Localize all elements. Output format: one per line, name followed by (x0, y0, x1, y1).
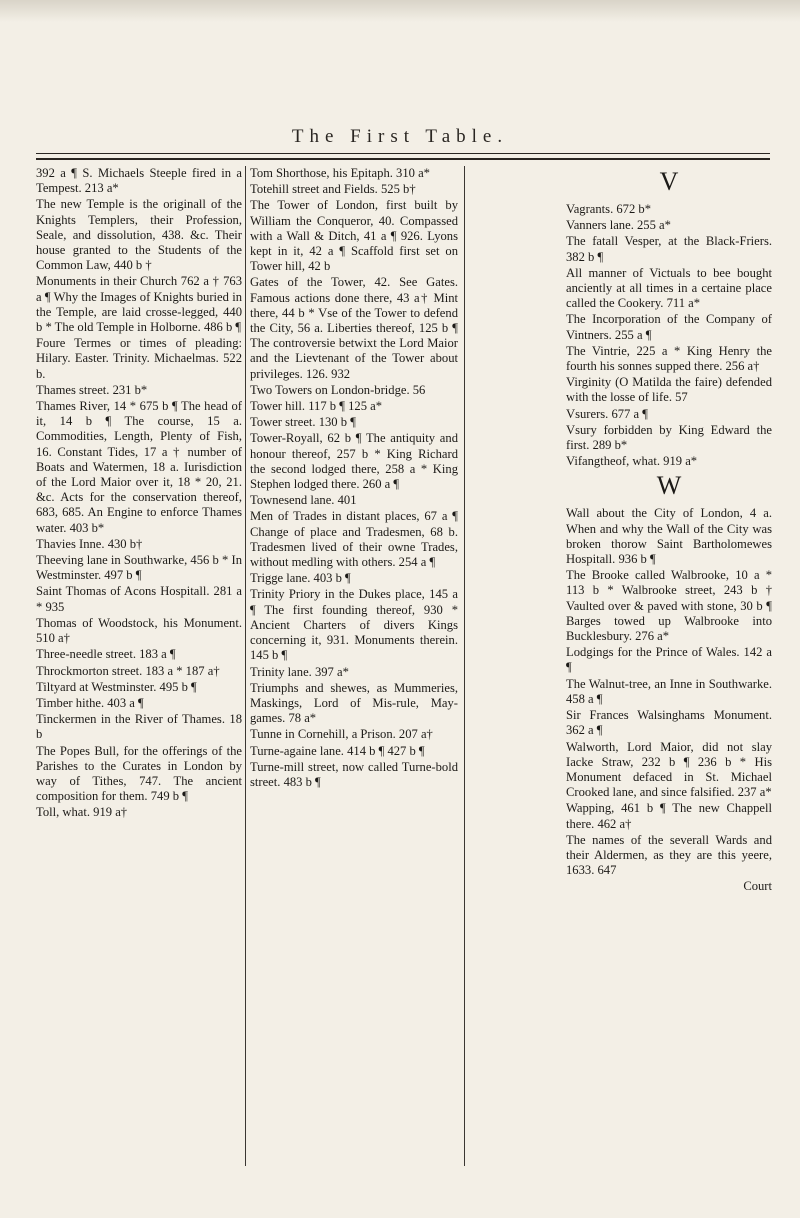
index-entry: Tom Shorthose, his Epitaph. 310 a* (250, 166, 430, 180)
index-entry: Thavies Inne. 430 b† (36, 536, 143, 551)
index-entry: Vagrants. 672 b* (566, 202, 651, 216)
index-entry: Thomas of Woodstock, his Monument. 510 a† (36, 615, 242, 646)
index-column-1 (36, 166, 242, 822)
index-entry: Two Towers on London-bridge. 56 (250, 382, 426, 397)
index-entry: Townesend lane. 401 (250, 493, 357, 508)
index-entry: The Incorporation of the Company of Vintners. 255 a ¶ (566, 312, 772, 342)
section-letter-w: W (656, 471, 682, 501)
index-entry: Three-needle street. 183 a ¶ (36, 647, 176, 662)
index-entry: Trinity lane. 397 a* (250, 664, 349, 679)
index-entry: Walworth, Lord Maior, did not slay Iacke Straw, 232 b ¶ 236 b * His Monument defaced in St. Michael Crooked lane, and since falsified. 237 a* (566, 739, 772, 800)
index-entry: Turne-mill street, now called Turne-bold street. 483 b ¶ (250, 759, 458, 789)
index-entry: Gates of the Tower, 42. See Gates. Famous actions done there, 43 a† Mint there, 44 b * Vse of the Tower to defend the City, 56 a. Liberties thereof, 125 b ¶ The controversie betwixt the Lord Maior and the Lievtenant of the Tower about privileges. 126. 932 (250, 275, 458, 381)
index-entry: Triumphs and shewes, as Mummeries, Maskings, Lord of Mis-rule, May-games. 78 a* (250, 680, 458, 726)
page-top-edge (0, 0, 800, 22)
index-entry: Tunne in Cornehill, a Prison. 207 a† (250, 727, 433, 742)
index-entry: Timber hithe. 403 a ¶ (36, 695, 144, 710)
index-entry: Totehill street and Fields. 525 b† (250, 182, 416, 197)
index-entry: Turne-againe lane. 414 b ¶ 427 b ¶ (250, 743, 425, 758)
index-entry: Foure Termes or times of pleading: Hilary. Easter. Trinity. Michaelmas. 522 b. (36, 336, 242, 381)
index-entry: Vsury forbidden by King Edward the first. 289 b* (566, 422, 772, 453)
index-entry: Tower hill. 117 b ¶ 125 a* (250, 399, 383, 414)
index-entry: The new Temple is the originall of the Knights Templers, their Profession, Seale, and dissolution, 438. &c. Their house granted to the Students of the Common Law, 440 b † (36, 197, 242, 273)
index-entry: Wall about the City of London, 4 a. When and why the Wall of the City was broken thorow Saint Bartholomewes Hospitall. 936 b ¶ (566, 506, 772, 567)
index-entry: 392 a ¶ S. Michaels Steeple fired in a Tempest. 213 a* (36, 166, 242, 196)
index-entry: Tinckermen in the River of Thames. 18 b (36, 712, 242, 742)
running-head: The First Table. (291, 126, 509, 147)
index-entry: Thames River, 14 * 675 b ¶ The head of it, 14 b ¶ The course, 15 a. Commodities, Length, Plenty of Fish, 16. Constant Tides, 17 a † number of Boats and Watermen, 18 a. Iurisdiction of the Lord Maior over it, 18 * 20, 21. &c. Acts for the conservation thereof, 683, 685. An Engine to enforce Thames water. 403 b* (36, 399, 242, 535)
index-entry: Monuments in their Church 762 a † 763 a ¶ Why the Images of Knights buried in the Temple, are laid crosse-legged, 440 b * The old Temple in Holborne. 486 b ¶ (36, 274, 242, 335)
index-entry: Sir Frances Walsinghams Monument. 362 a ¶ (566, 708, 772, 738)
index-entry: The Popes Bull, for the offerings of the Parishes to the Curates in London by way of Tithes, 747. The ancient composition for them. 749 b ¶ (36, 743, 242, 804)
index-entry: Wapping, 461 b ¶ The new Chappell there. 462 a† (566, 801, 772, 831)
column-divider (245, 166, 246, 1166)
column-divider (464, 166, 465, 1166)
index-entry: The names of the severall Wards and their Aldermen, as they are this yeere, 1633. 647 (566, 832, 772, 878)
index-entry: Trinity Priory in the Dukes place, 145 a ¶ The first founding thereof, 930 * Ancient Charters of divers Kings concerning it, 931. Monuments therein. 145 b ¶ (250, 587, 458, 663)
index-entry: Men of Trades in distant places, 67 a ¶ Change of place and Tradesmen, 68 b. Tradesmen lived of their owne Trades, without medling with others. 254 a ¶ (250, 509, 458, 570)
index-column-2 (250, 166, 458, 791)
header-rule-thick (36, 158, 770, 160)
index-entry: Vanners lane. 255 a* (566, 218, 671, 233)
index-entry: Lodgings for the Prince of Wales. 142 a ¶ (566, 645, 772, 675)
header-rule (36, 153, 770, 154)
index-entry: The fatall Vesper, at the Black-Friers. 382 b ¶ (566, 234, 772, 264)
index-entry: Virginity (O Matilda the faire) defended with the losse of life. 57 (566, 375, 772, 405)
index-entry: The Vintrie, 225 a * King Henry the fourth his sonnes supped there. 256 a† (566, 343, 772, 374)
index-entry: Thames street. 231 b* (36, 382, 148, 397)
index-entry: Vsurers. 677 a ¶ (566, 406, 648, 421)
index-entry: Tower street. 130 b ¶ (250, 415, 356, 430)
index-entry: Throckmorton street. 183 a * 187 a† (36, 663, 220, 678)
index-entry: Theeving lane in Southwarke, 456 b * In Westminster. 497 b ¶ (36, 553, 242, 583)
index-entry: Toll, what. 919 a† (36, 805, 128, 820)
index-column-3 (566, 166, 772, 896)
index-entry: Tower-Royall, 62 b ¶ The antiquity and honour thereof, 257 b * King Richard the second lodged there, 258 a * King Stephen lodged there. 260 a ¶ (250, 431, 458, 492)
index-entry: The Brooke called Walbrooke, 10 a * 113 b * Walbrooke street, 243 b † Vaulted over & paved with stone, 30 b ¶ Barges towed up Walbrooke into Bucklesbury. 276 a* (566, 568, 772, 644)
index-entry: The Tower of London, first built by William the Conqueror, 40. Compassed with a Wall & Ditch, 41 a ¶ 926. Lyons kept in it, 42 a ¶ Scaffold first set on Tower hill, 42 b (250, 198, 458, 274)
catchword: Court (743, 879, 772, 894)
index-entry: Tiltyard at Westminster. 495 b ¶ (36, 679, 197, 694)
section-letter-v: V (659, 167, 679, 196)
index-entry: Vifangtheof, what. 919 a* (566, 454, 698, 469)
index-entry: The Walnut-tree, an Inne in Southwarke. 458 a ¶ (566, 676, 772, 706)
index-entry: Saint Thomas of Acons Hospitall. 281 a * 935 (36, 584, 242, 614)
index-entry: Trigge lane. 403 b ¶ (250, 571, 351, 586)
index-entry: All manner of Victuals to bee bought anciently at all times in a certaine place called the Cookery. 711 a* (566, 265, 772, 311)
